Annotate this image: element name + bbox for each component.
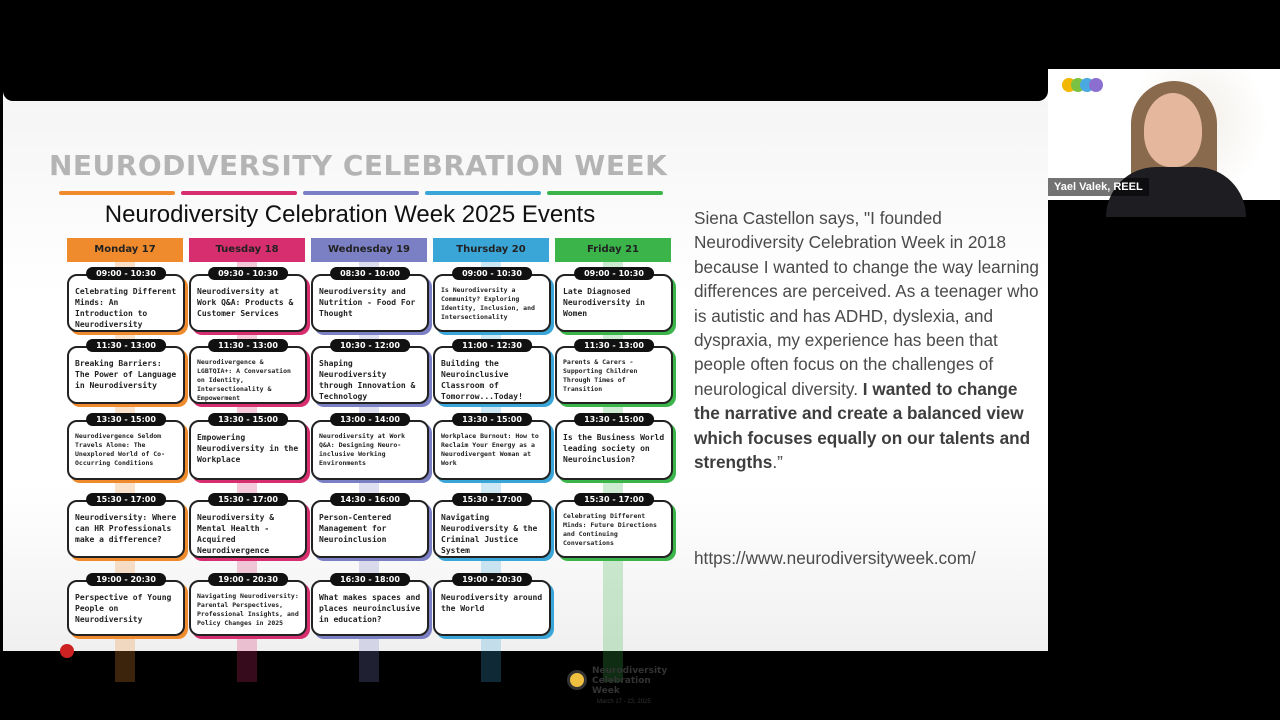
event-card [189, 495, 307, 558]
event-title: What makes spaces and places neuroinclusive in education? [319, 593, 421, 624]
event-card [189, 415, 307, 480]
event-time: 09:30 - 10:30 [208, 267, 288, 280]
event-title: Workplace Burnout: How to Reclaim Your Energy as a Neurodivergent Woman at Work [441, 432, 539, 467]
event-time: 11:30 - 13:00 [208, 339, 288, 352]
event-time: 09:00 - 10:30 [574, 267, 654, 280]
event-card [67, 269, 185, 332]
event-time: 09:00 - 10:30 [452, 267, 532, 280]
day-column [311, 238, 427, 624]
event-time: 14:30 - 16:00 [330, 493, 410, 506]
event-time: 10:30 - 12:00 [330, 339, 410, 352]
event-title: Neurodiversity: Where can HR Professionals make a difference? [75, 513, 177, 544]
event-card [433, 415, 551, 480]
event-card [433, 495, 551, 558]
event-title: Parents & Carers - Supporting Children Through Times of Transition [563, 358, 638, 393]
event-title: Neurodiversity at Work Q&A: Designing Neuro-inclusive Working Environments [319, 432, 406, 467]
participant-face [1144, 93, 1202, 167]
website-url: https://www.neurodiversityweek.com/ [694, 548, 976, 568]
event-time: 08:30 - 10:00 [330, 267, 410, 280]
event-time: 11:30 - 13:00 [574, 339, 654, 352]
event-card [433, 269, 551, 332]
logo-dates: March 17 - 23, 2025 [597, 699, 651, 705]
event-card [433, 341, 551, 404]
reel-logo-dot [1089, 78, 1103, 92]
event-time: 13:00 - 14:00 [330, 413, 410, 426]
event-title: Neurodiversity & Mental Health - Acquired Neurodivergence [197, 513, 275, 555]
poster-color-strip [181, 191, 297, 195]
event-title: Celebrating Different Minds: Future Directions and Continuing Conversations [563, 512, 657, 547]
event-card [311, 269, 429, 332]
event-time: 15:30 - 17:00 [86, 493, 166, 506]
event-time: 11:30 - 13:00 [86, 339, 166, 352]
day-column [433, 238, 549, 613]
poster-color-strip [547, 191, 663, 195]
day-header: Thursday 20 [433, 238, 549, 262]
day-header: Tuesday 18 [189, 238, 305, 262]
event-card [311, 341, 429, 404]
event-title: Late Diagnosed Neurodiversity in Women [563, 287, 645, 318]
event-time: 19:00 - 20:30 [86, 573, 166, 586]
day-column [67, 238, 183, 624]
ncw-logo [567, 666, 677, 716]
event-title: Perspective of Young People on Neurodiversity [75, 593, 172, 624]
event-time: 15:30 - 17:00 [452, 493, 532, 506]
event-time: 19:00 - 20:30 [452, 573, 532, 586]
recording-indicator-icon [60, 644, 74, 658]
poster-color-strip [303, 191, 419, 195]
event-time: 13:30 - 15:00 [86, 413, 166, 426]
event-time: 13:30 - 15:00 [452, 413, 532, 426]
event-title: Breaking Barriers: The Power of Language in Neurodiversity [75, 359, 177, 390]
poster-color-strip [425, 191, 541, 195]
participant-name-tag: Yael Valek, REEL [1048, 178, 1149, 196]
event-card [189, 341, 307, 404]
event-title: Is Neurodiversity a Community? Exploring Identity, Inclusion, and Intersectionality [441, 286, 535, 321]
event-title: Shaping Neurodiversity through Innovation & Technology [319, 359, 416, 401]
event-time: 15:30 - 17:00 [208, 493, 288, 506]
poster-color-strip [59, 191, 175, 195]
event-card [555, 269, 673, 332]
event-title: Celebrating Different Minds: An Introduction to Neurodiversity [75, 287, 177, 329]
event-card [67, 415, 185, 480]
day-header: Friday 21 [555, 238, 671, 262]
event-card [555, 415, 673, 480]
quote-bold: I wanted to change the narrative and create a balanced view which focuses equally on our talents and strengths [694, 378, 1031, 473]
event-card [311, 575, 429, 636]
event-time: 11:00 - 12:30 [452, 339, 532, 352]
event-card [555, 495, 673, 558]
event-title: Neurodiversity around the World [441, 593, 543, 613]
event-title: Navigating Neurodiversity & the Criminal Justice System [441, 513, 538, 555]
event-time: 16:30 - 18:00 [330, 573, 410, 586]
event-card [67, 575, 185, 636]
event-card [311, 495, 429, 558]
quote-plain: Siena Castellon says, "I founded Neurodiversity Celebration Week in 2018 because I wanted to change the way learning differences are perceived. As a teenager who is autistic and has ADHD, dyslexia, and dyspraxia, my experience has been that people often focus on the challenges of neurological diversity. [694, 208, 1039, 399]
event-title: Person-Centered Management for Neuroinclusion [319, 513, 392, 544]
event-title: Neurodiversity and Nutrition - Food For Thought [319, 287, 416, 318]
event-time: 13:30 - 15:00 [574, 413, 654, 426]
participant-video-tile[interactable] [1048, 69, 1280, 200]
poster-title: Neurodiversity Celebration Week 2025 Events [104, 201, 596, 228]
event-title: Neurodivergence & LGBTQIA+: A Conversation on Identity, Intersectionality & Empowerment [197, 358, 291, 402]
event-title: Building the Neuroinclusive Classroom of Tomorrow...Today! [441, 359, 523, 401]
event-card [189, 269, 307, 332]
events-poster [55, 191, 675, 705]
event-card [555, 341, 673, 404]
event-title: Neurodiversity at Work Q&A: Products & Customer Services [197, 287, 294, 318]
event-card [433, 575, 551, 636]
day-column [189, 238, 305, 627]
event-time: 15:30 - 17:00 [574, 493, 654, 506]
event-time: 19:00 - 20:30 [208, 573, 288, 586]
day-header: Wednesday 19 [311, 238, 427, 262]
lightbulb-icon [567, 670, 587, 690]
event-card [189, 575, 307, 636]
day-header: Monday 17 [67, 238, 183, 262]
shared-slide [3, 69, 1048, 705]
event-time: 09:00 - 10:30 [86, 267, 166, 280]
slide-top-bar [3, 69, 1048, 101]
day-column [555, 238, 671, 547]
logo-text: Neurodiversity Celebration Week [592, 666, 668, 696]
event-title: Neurodivergence Seldom Travels Alone: The Unexplored World of Co-Occurring Conditions [75, 432, 166, 467]
event-title: Is the Business World leading society on Neuroinclusion? [563, 433, 665, 464]
event-card [67, 341, 185, 404]
quote-end: .” [772, 452, 783, 473]
slide-heading: NEURODIVERSITY CELEBRATION WEEK [49, 149, 668, 182]
quote-text [694, 206, 1039, 474]
event-title: Navigating Neurodiversity: Parental Perspectives, Professional Insights, and Policy Changes in 2025 [197, 592, 299, 627]
event-card [311, 415, 429, 480]
event-card [67, 495, 185, 558]
event-time: 13:30 - 15:00 [208, 413, 288, 426]
event-title: Empowering Neurodiversity in the Workplace [197, 433, 299, 464]
